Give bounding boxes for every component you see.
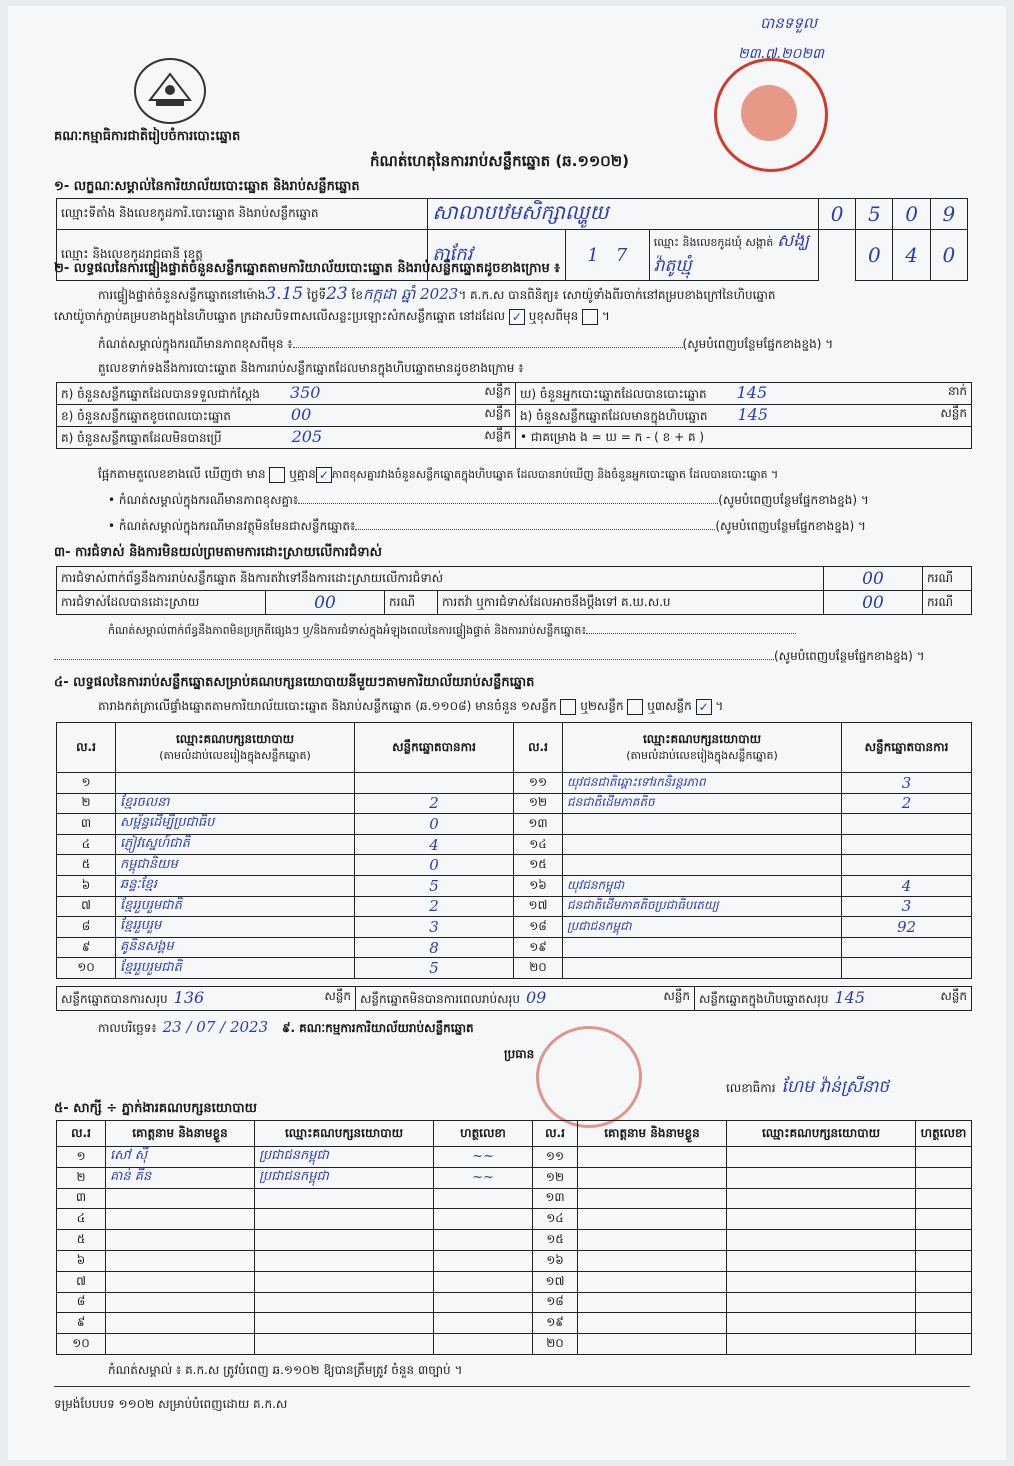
- party-name: [563, 814, 842, 835]
- witness-signature: ~~: [434, 1167, 533, 1188]
- table-row: [57, 793, 972, 814]
- witness-signature: [916, 1167, 972, 1188]
- row-number: ២០: [533, 1334, 578, 1355]
- s4-intro: តារាងកត់ត្រាលើផ្ទាំងឆ្នោតតាមការិយាល័យបោះឆ្នោត និងរាប់សន្លឹកឆ្នោត (ឆ.១១០៨) មានចំនួន ១សន្លឹក ឬ២សន្លឹក ឬ៣សន្លឹក ✓ ។: [98, 699, 724, 714]
- witness-signature: [434, 1188, 533, 1209]
- no-diff-checkbox[interactable]: ✓: [316, 467, 332, 483]
- table-row: [57, 1313, 972, 1334]
- row-number: ៧: [57, 1271, 106, 1292]
- committee-label: គណៈកម្មាធិការជាតិរៀបចំការបោះឆ្នោត: [54, 129, 241, 144]
- row-number: ១៦: [514, 875, 563, 896]
- witness-party: [255, 1250, 434, 1271]
- witness-signature: [916, 1334, 972, 1355]
- sum-total: 145: [834, 988, 866, 1007]
- party-votes: [842, 937, 972, 958]
- s3-r2-value: 00: [266, 591, 385, 615]
- witness-name: គាន់ គីន: [106, 1167, 255, 1188]
- sum-valid: 136: [173, 988, 205, 1007]
- s2-note2: • កំណត់សម្គាល់ក្នុងករណីមានវត្ថុមិនមែនជាសន្លឹកឆ្នោត៖ (សូមបំពេញបន្ថែមផ្នែកខាងខ្នង) ។: [108, 519, 866, 533]
- witness-party: [255, 1188, 434, 1209]
- party-votes: 0: [355, 855, 514, 876]
- s1-row2-label2: ឈ្មោះ និងលេខកូដឃុំ សង្កាត់: [653, 236, 774, 249]
- table-row: [57, 814, 972, 835]
- party-votes: [842, 855, 972, 876]
- table-row: [57, 917, 972, 938]
- party-votes: 2: [355, 896, 514, 917]
- s1-row2-value: តាកែវ: [428, 230, 565, 281]
- witness-signature: [434, 1292, 533, 1313]
- party-votes: 5: [355, 958, 514, 979]
- witness-signature: [916, 1147, 972, 1168]
- witness-party: [727, 1188, 916, 1209]
- row-number: ១៨: [514, 917, 563, 938]
- party-votes: [842, 958, 972, 979]
- row-number: ៤: [57, 834, 116, 855]
- witness-name: [106, 1188, 255, 1209]
- party-name: [563, 937, 842, 958]
- witness-party: [255, 1230, 434, 1251]
- row-number: ៦: [57, 1250, 106, 1271]
- party-votes: 2: [842, 793, 972, 814]
- party-votes: 0: [355, 814, 514, 835]
- witness-name: [106, 1209, 255, 1230]
- row-number: ៩: [57, 937, 116, 958]
- party-votes: 4: [355, 834, 514, 855]
- party-name: [563, 834, 842, 855]
- s2-para3: កំណត់សម្គាល់ក្នុងករណីមានភាពខុសពីមុន ៖ (សូមបំពេញបន្ថែមផ្នែកខាងខ្នង) ។: [98, 337, 834, 351]
- table-row: [57, 834, 972, 855]
- count-time: 3.15: [265, 284, 304, 304]
- row-number: ១០: [57, 958, 116, 979]
- witness-name: [578, 1271, 727, 1292]
- party-votes: [355, 773, 514, 794]
- s1-row2-code: 1 7: [565, 230, 649, 281]
- row-number: ១៧: [533, 1271, 578, 1292]
- row-number: ១៥: [533, 1230, 578, 1251]
- party-name: សម្ព័ន្ធដើម្បីប្រជាធិប: [116, 814, 355, 835]
- code-digit: 4: [893, 230, 930, 281]
- form-title: កំណត់ហេតុនៃការរាប់សន្លឹកឆ្នោត (ឆ.១១០២): [370, 152, 630, 170]
- party-name: ភ្ញៀវស្នេហ៍ជាតិ: [116, 834, 355, 855]
- s3-r1-label: ការជំទាស់ពាក់ព័ន្ធនឹងការរាប់សន្លឹកឆ្នោត និងការតវ៉ាទៅនឹងការដោះស្រាយលើការជំទាស់: [57, 567, 824, 591]
- row-number: ១៦: [533, 1250, 578, 1271]
- party-votes: 8: [355, 937, 514, 958]
- witness-signature: [916, 1230, 972, 1251]
- party-votes: 3: [842, 773, 972, 794]
- e-value: 145: [737, 405, 769, 424]
- party-name: ជនជាតិដើមភាគតិច: [563, 793, 842, 814]
- witness-signature: [916, 1250, 972, 1271]
- witness-party: [727, 1334, 916, 1355]
- witness-signature: [916, 1209, 972, 1230]
- c-label: គ) ចំនួនសន្លឹកឆ្នោតដែលមិនបានប្រើ: [61, 431, 222, 445]
- witness-name: [578, 1209, 727, 1230]
- witness-signature: [916, 1271, 972, 1292]
- official-seal-bottom: [536, 1026, 642, 1128]
- witness-party: [727, 1209, 916, 1230]
- s3-title: ៣- ការជំទាស់ និងការមិនយល់ព្រមតាមការដោះស្រាយលើការជំទាស់: [54, 545, 382, 560]
- party-votes: 3: [842, 896, 972, 917]
- witness-party: [727, 1167, 916, 1188]
- witness-name: [578, 1250, 727, 1271]
- party-name: ប្រជាជនកម្ពុជា: [563, 917, 842, 938]
- code-digit: 0: [930, 230, 967, 281]
- table-row: [57, 1209, 972, 1230]
- row-number: ២០: [514, 958, 563, 979]
- row-number: ១១: [514, 773, 563, 794]
- table-row: [57, 958, 972, 979]
- s4-summary: សន្លឹកឆ្នោតបានការសរុប 136 សន្លឹក សន្លឹកឆ្នោតមិនបានការពេលរាប់សរុប 09 សន្លឹក សន្លឹកឆ្នោតក្នុងហិបឆ្នោតសរុប 145 សន្លឹក: [56, 986, 972, 1011]
- form-page: [8, 6, 1006, 1460]
- row-number: ៣: [57, 1188, 106, 1209]
- s4-results-table: ល.រ ឈ្មោះគណបក្សនយោបាយ (តាមលំដាប់លេខរៀងក្នុងសន្លឹកឆ្នោត) សន្លឹកឆ្នោតបានការ ល.រ ឈ្មោះគណបក្សនយោបាយ (តាមលំដាប់លេខរៀងក្នុងសន្លឹកឆ្នោត) សន្លឹកឆ្នោតបានការ ១ ១១ យុវជនជាតិឆ្ពោះទៅរកនិរន្តរភាព 3 ២ ខ្មែរចលនា 2 ១២ ជនជាតិដើមភាគតិច 2 ៣ សម្ព័ន្ធដើម្បីប្រជាធិប 0 ១៣ ៤ ភ្ញៀវស្នេហ៍ជាតិ 4 ១៤ ៥ កម្ពុជានិយម 0 ១៥ ៦ ឆន្ទៈខ្មែរ 5 ១៦ យុវជនកម្ពុជា 4 ៧ ខ្មែររួបរួមជាតិ 2 ១៧ ជនជាតិដើមភាគតិចប្រជាធិបតេយ្យ 3 ៨ ខ្មែររួបរួម 3 ១៨ ប្រជាជនកម្ពុជា 92 ៩ គូនិនសង្គម 8 ១៩ ១០ ខ្មែររួបរួមជាតិ 5 ២០: [56, 722, 972, 979]
- party-votes: 4: [842, 875, 972, 896]
- witness-signature: [916, 1292, 972, 1313]
- s2-note1: • កំណត់សម្គាល់ក្នុងករណីមានភាពខុសគ្នា៖ (សូមបំពេញបន្ថែមផ្នែកខាងខ្នង) ។: [108, 493, 869, 507]
- witness-party: [727, 1250, 916, 1271]
- witness-name: [106, 1271, 255, 1292]
- row-number: ៦: [57, 875, 116, 896]
- form-footer: ទម្រង់បែបបទ ១១០២ សម្រាប់បំពេញដោយ គ.ក.ស: [54, 1397, 288, 1411]
- row-number: ១២: [514, 793, 563, 814]
- witness-name: [578, 1167, 727, 1188]
- b-label: ខ) ចំនួនសន្លឹកឆ្នោតខូចពេលបោះឆ្នោត: [61, 409, 231, 423]
- row-number: ៧: [57, 896, 116, 917]
- row-number: ១២: [533, 1167, 578, 1188]
- row-number: ២: [57, 1167, 106, 1188]
- code-digit: 0: [818, 199, 855, 230]
- s1-row2-value2: សង្ឃវ៉ាតូឃ្មុំ: [653, 231, 810, 276]
- party-votes: 3: [355, 917, 514, 938]
- witness-party: [727, 1147, 916, 1168]
- c-value: 205: [291, 427, 323, 446]
- party-votes: [842, 814, 972, 835]
- witness-party: [727, 1313, 916, 1334]
- party-name: [563, 855, 842, 876]
- party-name: ខ្មែររួបរួមជាតិ: [116, 896, 355, 917]
- logo-emblem-icon: [136, 60, 204, 122]
- table-row: [57, 937, 972, 958]
- row-number: ១៨: [533, 1292, 578, 1313]
- witness-signature: [434, 1230, 533, 1251]
- a-label: ក) ចំនួនសន្លឹកឆ្នោតដែលបានទទួលជាក់ស្តែង: [61, 387, 260, 401]
- witness-signature: [916, 1188, 972, 1209]
- s4-title: ៤- លទ្ធផលនៃការរាប់សន្លឹកឆ្នោតសម្រាប់គណបក្សនយោបាយនីមួយៗតាមការិយាល័យរាប់សន្លឹកឆ្នោត: [54, 675, 535, 690]
- witness-signature: ~~: [434, 1147, 533, 1168]
- nec-logo: [134, 58, 206, 124]
- party-name: [116, 773, 355, 794]
- witness-name: [578, 1230, 727, 1251]
- table-row: [57, 773, 972, 794]
- witness-party: ប្រជាជនកម្ពុជា: [255, 1147, 434, 1168]
- party-name: ជនជាតិដើមភាគតិចប្រជាធិបតេយ្យ: [563, 896, 842, 917]
- witness-party: [727, 1271, 916, 1292]
- row-number: ១៣: [514, 814, 563, 835]
- count-month-year: កក្កដា ឆ្នាំ 2023: [362, 285, 459, 303]
- witness-party: [255, 1334, 434, 1355]
- witness-name: [578, 1334, 727, 1355]
- row-number: ១៧: [514, 896, 563, 917]
- row-number: ៨: [57, 917, 116, 938]
- s5-footnote: កំណត់សម្គាល់ ៖ គ.ក.ស ត្រូវបំពេញ ឆ.១១០២ ឱ្យបានត្រឹមត្រូវ ចំនួន ៣ច្បាប់ ។: [108, 1363, 463, 1377]
- party-votes: 2: [355, 793, 514, 814]
- formula: • ជាគម្រោង ង = ឃ = ក - ( ខ + គ ): [516, 427, 972, 449]
- witness-party: ប្រជាជនកម្ពុជា: [255, 1167, 434, 1188]
- table-row: [57, 1230, 972, 1251]
- party-name: [563, 958, 842, 979]
- code-digit: 9: [930, 199, 967, 230]
- witness-signature: [434, 1271, 533, 1292]
- s2-para1: ការផ្ទៀងផ្ទាត់ចំនួនសន្លឹកឆ្នោតនៅម៉ោង3.15 ថ្ងៃទី23 ខែកក្កដា ឆ្នាំ 2023។ គ.ក.ស បានពិនិត្យ៖ សោយ៉ូទាំងពីរចាក់នៅគម្របខាងក្រៅនៃហិបឆ្នោត: [98, 284, 776, 304]
- s2-count-table: ក) ចំនួនសន្លឹកឆ្នោតដែលបានទទួលជាក់ស្តែង 350 សន្លឹក ឃ) ចំនួនអ្នកបោះឆ្នោតដែលបានបោះឆ្នោត 145 នាក់ ខ) ចំនួនសន្លឹកឆ្នោតខូចពេលបោះឆ្នោត 00 សន្លឹក ង) ចំនួនសន្លឹកឆ្នោតដែលមានក្នុងហិបឆ្នោត 145 សន្លឹក គ) ចំនួនសន្លឹកឆ្នោតដែលមិនបានប្រើ 205 សន្លឹក • ជាគម្រោង ង = ឃ = ក - ( ខ + គ ): [56, 382, 972, 449]
- d-value: 145: [736, 383, 768, 402]
- party-votes: [842, 834, 972, 855]
- s2-para4: តួលេខទាក់ទងនឹងការបោះឆ្នោត និងការរាប់សន្លឹកឆ្នោតដែលមានក្នុងហិបឆ្នោតមានដូចខាងក្រោម ៖: [98, 361, 524, 375]
- witness-name: [578, 1188, 727, 1209]
- witness-signature: [916, 1313, 972, 1334]
- party-name: គូនិនសង្គម: [116, 937, 355, 958]
- witness-name: [106, 1250, 255, 1271]
- witness-signature: [434, 1250, 533, 1271]
- table-row: [57, 1334, 972, 1355]
- s3-note-line: (សូមបំពេញបន្ថែមផ្នែកខាងខ្នង) ។: [54, 648, 986, 666]
- row-number: ៥: [57, 1230, 106, 1251]
- party-name: យុវជនជាតិឆ្ពោះទៅរកនិរន្តរភាព: [563, 773, 842, 794]
- table-row: [57, 1167, 972, 1188]
- e-label: ង) ចំនួនសន្លឹកឆ្នោតដែលមានក្នុងហិបឆ្នោត: [520, 409, 708, 423]
- table-row: [57, 1147, 972, 1168]
- code-digit: 0: [856, 230, 893, 281]
- row-number: ១៥: [514, 855, 563, 876]
- row-number: ៨: [57, 1292, 106, 1313]
- witness-name: [578, 1147, 727, 1168]
- s1-row1-value: សាលាបឋមសិក្សាឈ្ហូយ: [428, 199, 819, 230]
- d-label: ឃ) ចំនួនអ្នកបោះឆ្នោតដែលបានបោះឆ្នោត: [520, 387, 707, 401]
- secretary-line: លេខាធិការ ហែម វ៉ាន់ស្រីនាថ: [726, 1077, 890, 1097]
- party-name: យុវជនកម្ពុជា: [563, 875, 842, 896]
- s2-para2: សោយ៉ូចាក់ភ្ជាប់គម្របខាងក្នុងនៃហិបឆ្នោត ក្រដាសបិទពាសលើសន្លះប្រឡោះសំកសន្លឹកឆ្នោត នៅដដែល ✓ ឬខុសពីមុន ។: [54, 309, 610, 324]
- row-number: ២: [57, 793, 116, 814]
- row-number: ១១: [533, 1147, 578, 1168]
- witness-name: [106, 1230, 255, 1251]
- witness-signature: [434, 1209, 533, 1230]
- row-number: ៤: [57, 1209, 106, 1230]
- committee-title: ៩. គណៈកម្មការការិយាល័យរាប់សន្លឹកឆ្នោត: [281, 1021, 474, 1035]
- official-seal-top: [714, 58, 828, 172]
- chair-label: ប្រធាន: [504, 1047, 535, 1061]
- witness-name: [578, 1313, 727, 1334]
- table-row: [57, 1292, 972, 1313]
- row-number: ១៩: [533, 1313, 578, 1334]
- party-name: ខ្មែររួបរួមជាតិ: [116, 958, 355, 979]
- secretary-signature: ហែម វ៉ាន់ស្រីនាថ: [781, 1077, 890, 1097]
- s1-row1-label: ឈ្មោះទីតាំង និងលេខកូដការិ.បោះឆ្នោត និងរាប់សន្លឹកឆ្នោត: [57, 199, 428, 230]
- received-note: បានទទួល: [760, 14, 818, 32]
- s3-table: ការជំទាស់ពាក់ព័ន្ធនឹងការរាប់សន្លឹកឆ្នោត និងការតវ៉ាទៅនឹងការដោះស្រាយលើការជំទាស់ 00 ករណី ការជំទាស់ដែលបានដោះស្រាយ 00 ករណី ការតវ៉ា ឬការជំទាស់ដែលអាចនឹងប្ដឹងទៅ គ.ឃ.ស.ប 00 ករណី: [56, 566, 972, 615]
- s3-r2-label: ការជំទាស់ដែលបានដោះស្រាយ: [57, 591, 266, 615]
- has-diff-checkbox[interactable]: [269, 467, 285, 483]
- row-number: ១០: [57, 1334, 106, 1355]
- row-number: ១: [57, 773, 116, 794]
- witness-signature: [434, 1334, 533, 1355]
- party-name: កម្ពុជានិយម: [116, 855, 355, 876]
- received-date: ២៣.៧.២០២៣: [738, 46, 825, 62]
- table-row: [57, 1188, 972, 1209]
- party-name: ខ្មែររួបរួម: [116, 917, 355, 938]
- party-votes: 5: [355, 875, 514, 896]
- s3-r2-value2: 00: [824, 591, 923, 615]
- count-day: 23: [326, 284, 348, 304]
- s5-witness-table: ល.រ គោត្តនាម និងនាមខ្លួន ឈ្មោះគណបក្សនយោបាយ ហត្ថលេខា ល.រ គោត្តនាម និងនាមខ្លួន ឈ្មោះគណបក្សនយោបាយ ហត្ថលេខា ១ សៅ ស៊ី ប្រជាជនកម្ពុជា ~~ ១១ ២ គាន់ គីន ប្រជាជនកម្ពុជា ~~ ១២ ៣ ១៣ ៤ ១៤ ៥ ១៥ ៦ ១៦ ៧ ១៧ ៨ ១៨ ៩ ១៩ ១០ ២០: [56, 1120, 972, 1355]
- row-number: ៥: [57, 855, 116, 876]
- witness-party: [255, 1313, 434, 1334]
- table-row: [57, 1250, 972, 1271]
- s2-title: ២- លទ្ធផលនៃការផ្ទៀងផ្ទាត់ចំនួនសន្លឹកឆ្នោតតាមការិយាល័យបោះឆ្នោត និងរាប់សន្លឹកឆ្នោតដូចខាងក្រោម ៖: [54, 261, 560, 276]
- three-sheet-checkbox[interactable]: ✓: [696, 699, 712, 715]
- witness-party: [727, 1230, 916, 1251]
- s3-r1-value: 00: [824, 567, 923, 591]
- sum-invalid: 09: [525, 988, 547, 1007]
- signing-date: 23 / 07 / 2023: [162, 1018, 269, 1036]
- table-row: [57, 855, 972, 876]
- witness-name: សៅ ស៊ី: [106, 1147, 255, 1168]
- witness-name: [106, 1334, 255, 1355]
- two-sheet-checkbox[interactable]: [627, 699, 643, 715]
- witness-party: [727, 1292, 916, 1313]
- row-number: ១៣: [533, 1188, 578, 1209]
- party-name: ឆន្ទៈខ្មែរ: [116, 875, 355, 896]
- same-checkbox[interactable]: ✓: [509, 309, 525, 325]
- table-row: [57, 896, 972, 917]
- witness-name: [106, 1313, 255, 1334]
- party-votes: 92: [842, 917, 972, 938]
- row-number: ៩: [57, 1313, 106, 1334]
- s4-date-line: កាលបរិច្ឆេទ៖ 23 / 07 / 2023 ៩. គណៈកម្មការការិយាល័យរាប់សន្លឹកឆ្នោត: [98, 1018, 474, 1036]
- row-number: ១៤: [514, 834, 563, 855]
- witness-party: [255, 1271, 434, 1292]
- s5-title: ៥- សាក្សី ÷ ភ្នាក់ងារគណបក្សនយោបាយ: [54, 1101, 257, 1116]
- b-value: 00: [290, 405, 312, 424]
- s1-title: ១- លក្ខណៈសម្គាល់នៃការិយាល័យបោះឆ្នោត និងរាប់សន្លឹកឆ្នោត: [54, 179, 360, 194]
- row-number: ១៩: [514, 937, 563, 958]
- s2-para5: ផ្អែកតាមតួលេខខាងលើ ឃើញថា មាន ឬគ្មាន ✓ ភាពខុសគ្នារវាងចំនួនសន្លឹកឆ្នោតក្នុងហិបឆ្នោត ដែលបានរាប់ឃើញ និងចំនួនអ្នកបោះឆ្នោត ដែលបានបោះឆ្នោត ។: [98, 467, 779, 482]
- witness-party: [255, 1292, 434, 1313]
- row-number: ៣: [57, 814, 116, 835]
- s1-row2-label: ឈ្មោះ និងលេខកូដរាជធានី ខេត្ត: [57, 230, 428, 281]
- code-digit: 0: [893, 199, 930, 230]
- witness-name: [106, 1292, 255, 1313]
- changed-checkbox[interactable]: [582, 309, 598, 325]
- table-row: [57, 875, 972, 896]
- s3-r2-label2: ការតវ៉ា ឬការជំទាស់ដែលអាចនឹងប្ដឹងទៅ គ.ឃ.ស.ប: [438, 591, 824, 615]
- a-value: 350: [289, 383, 321, 402]
- s3-note: កំណត់សម្គាល់ពាក់ព័ន្ធនឹងភាពមិនប្រក្រតីផ្សេងៗ ឬ/និងការជំទាស់ក្នុងអំឡុងពេលនៃការផ្ទៀងផ្ទាត់ និងការរាប់សន្លឹកឆ្នោត៖: [108, 624, 988, 640]
- witness-name: [578, 1292, 727, 1313]
- table-row: [57, 1271, 972, 1292]
- party-name: ខ្មែរចលនា: [116, 793, 355, 814]
- witness-signature: [434, 1313, 533, 1334]
- one-sheet-checkbox[interactable]: [560, 699, 576, 715]
- code-digit: 5: [856, 199, 893, 230]
- witness-party: [255, 1209, 434, 1230]
- row-number: ១: [57, 1147, 106, 1168]
- row-number: ១៤: [533, 1209, 578, 1230]
